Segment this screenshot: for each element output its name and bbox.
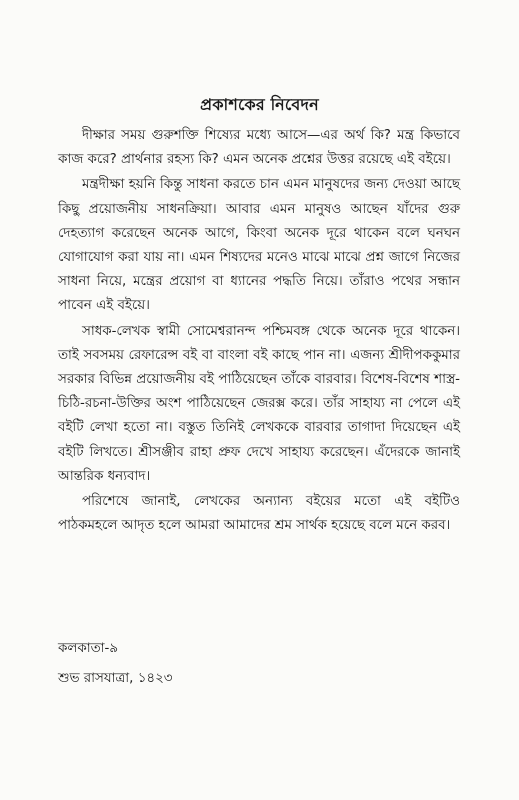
paragraph-2: মন্ত্রদীক্ষা হয়নি কিন্তু সাধনা করতে চান এমন মানুষদের জন্য দেওয়া আছে কিছু প্রয়োজনীয় সাধনক্রিয়া। আবার এমন মানুষও আছেন যাঁদের গুরু দেহত্যাগ করেছেন অনেক আগে, কিংবা অনেক দূরে থাকেন বলে ঘনঘন যোগাযোগ করা যায় না। এমন শিষ্যদের মনেও মাঝে মাঝে প্রশ্ন জাগে নিজের সাধনা নিয়ে, মন্ত্রের প্রয়োগ বা ধ্যানের পদ্ধতি নিয়ে। তাঁরাও পথের সন্ধান পাবেন এই বইয়ে। (58, 177, 460, 314)
place-line: কলকাতা-৯ (58, 641, 119, 656)
date-line: শুভ রাসযাত্রা, ১৪২৩ (58, 671, 173, 686)
paragraph-4: পরিশেষে জানাই, লেখকের অন্যান্য বইয়ের মতো এই বইটিও পাঠকমহলে আদৃত হলে আমরা আমাদের শ্রম সার্থক হয়েছে বলে মনে করব। (58, 494, 460, 534)
paragraph-1: দীক্ষার সময় গুরুশক্তি শিষ্যের মধ্যে আসে—এর অর্থ কি? মন্ত্র কিভাবে কাজ করে? প্রার্থনার রহস্য কি? এমন অনেক প্রশ্নের উত্তর রয়েছে এই বইয়ে। (58, 128, 460, 168)
page-title: প্রকাশকের নিবেদন (200, 95, 319, 114)
signature-block (58, 637, 460, 691)
paragraph-3: সাধক-লেখক স্বামী সোমেশ্বরানন্দ পশ্চিমবঙ্গ থেকে অনেক দূরে থাকেন। তাই সবসময় রেফারেন্স বই বা বাংলা বই কাছে পান না। এজন্য শ্রীদীপককুমার সরকার বিভিন্ন প্রয়োজনীয় বই পাঠিয়েছেন তাঁকে বারবার। বিশেষ-বিশেষ শাস্ত্র-চিঠি-রচনা-উক্তির অংশ পাঠিয়েছেন জেরক্স করে। তাঁর সাহায্য না পেলে এই বইটি লেখা হতো না। বস্তুত তিনিই লেখককে বারবার তাগাদা দিয়েছেন এই বইটি লিখতে। শ্রীসঞ্জীব রাহা প্রুফ দেখে সাহায্য করেছেন। এঁদেরকে জানাই আন্তরিক ধন্যবাদ। (58, 323, 460, 484)
preface-body (58, 124, 460, 539)
